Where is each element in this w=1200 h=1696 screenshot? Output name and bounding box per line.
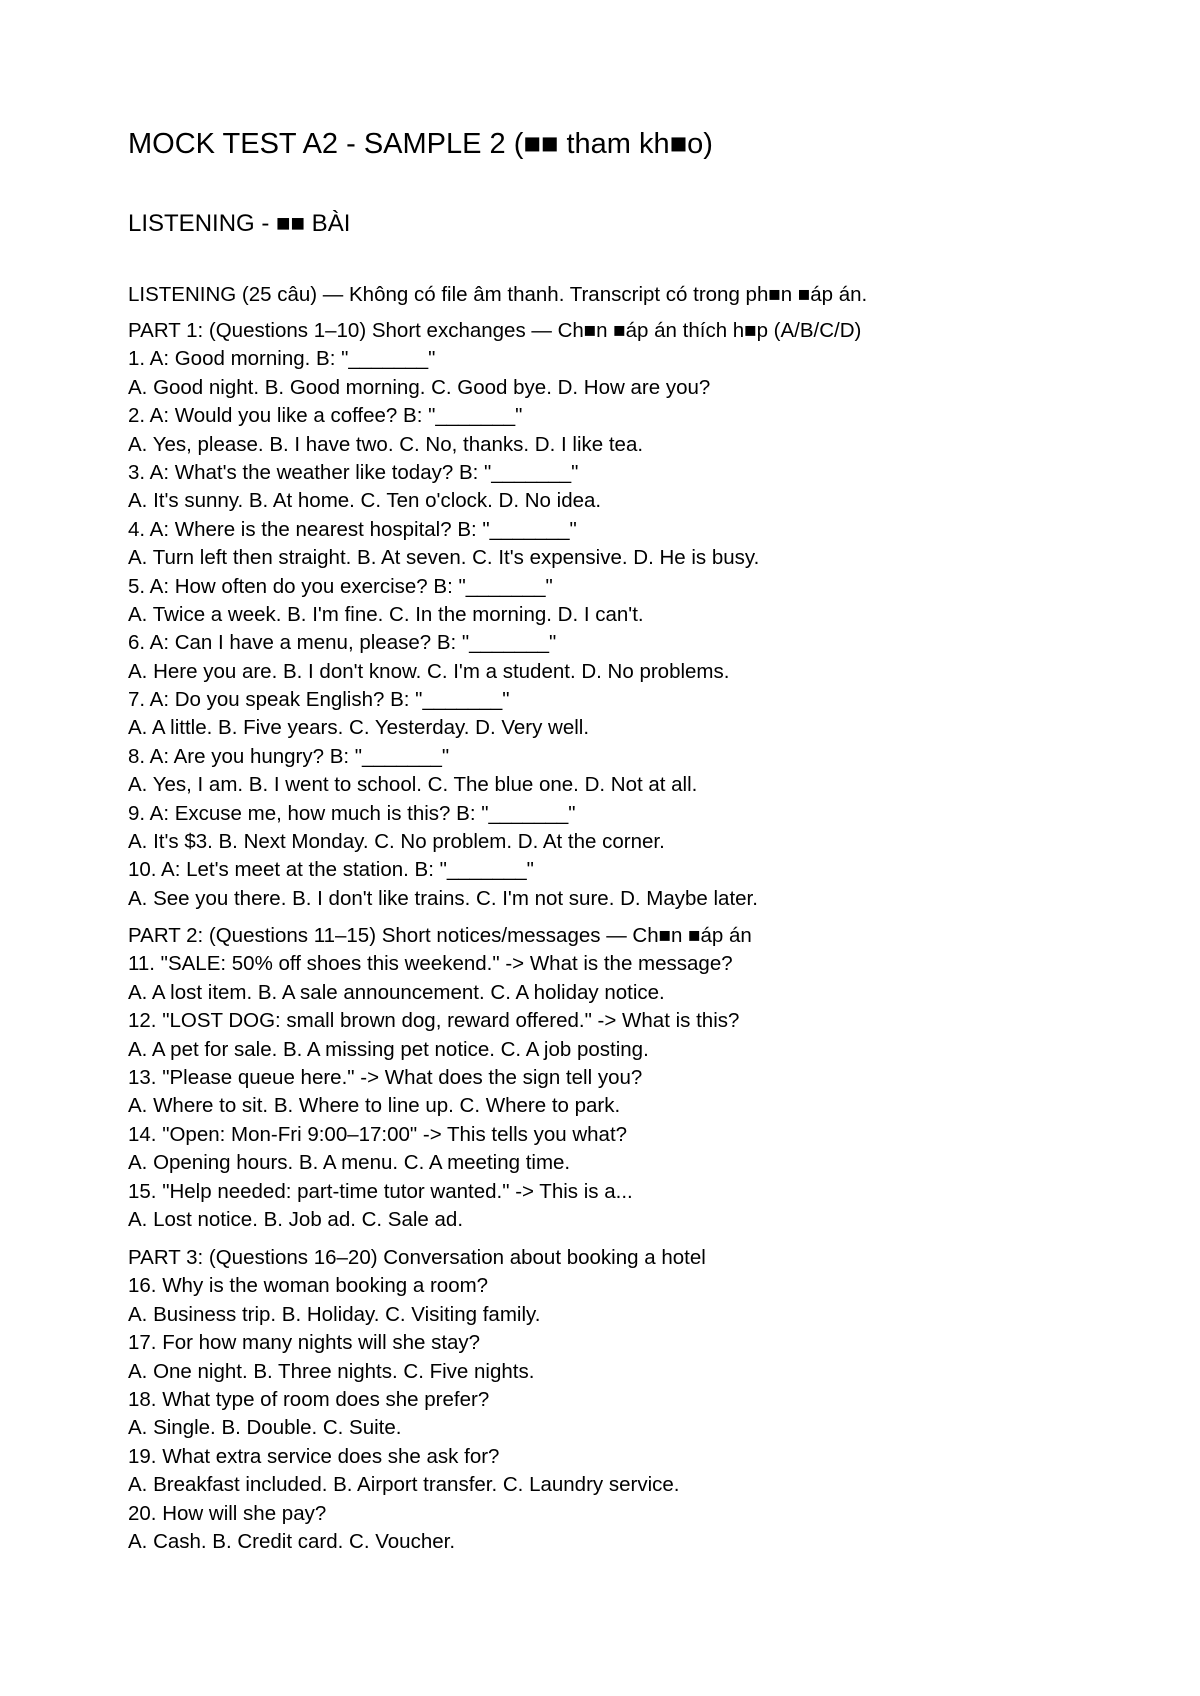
answer-options: A. Lost notice. B. Job ad. C. Sale ad.: [128, 1207, 464, 1231]
question-text: 2. A: Would you like a coffee? B: "_______": [128, 404, 523, 428]
question-text: 19. What extra service does she ask for?: [128, 1444, 500, 1468]
document-title: MOCK TEST A2 - SAMPLE 2 (■■ tham kh■o): [128, 128, 713, 160]
answer-options: A. Single. B. Double. C. Suite.: [128, 1416, 402, 1440]
question-text: 1. A: Good morning. B: "_______": [128, 347, 436, 371]
answer-options: A. Where to sit. B. Where to line up. C. Where to park.: [128, 1094, 621, 1118]
question-text: 20. How will she pay?: [128, 1501, 327, 1525]
question-text: 9. A: Excuse me, how much is this? B: "_______": [128, 801, 576, 825]
section-subtitle: LISTENING - ■■ BÀI: [128, 210, 351, 237]
part-1: [128, 317, 1138, 913]
answer-options: A. Breakfast included. B. Airport transfer. C. Laundry service.: [128, 1473, 680, 1497]
part-heading: PART 1: (Questions 1–10) Short exchanges — Ch■n ■áp án thích h■p (A/B/C/D): [128, 319, 862, 342]
answer-options: A. A pet for sale. B. A missing pet notice. C. A job posting.: [128, 1037, 649, 1061]
question-text: 6. A: Can I have a menu, please? B: "_______": [128, 631, 557, 655]
answer-options: A. Opening hours. B. A menu. C. A meeting time.: [128, 1151, 571, 1175]
question-text: 7. A: Do you speak English? B: "_______": [128, 688, 510, 712]
part-heading: PART 2: (Questions 11–15) Short notices/messages — Ch■n ■áp án: [128, 924, 752, 947]
answer-options: A. It's $3. B. Next Monday. C. No problem. D. At the corner.: [128, 830, 665, 854]
answer-options: A. Yes, I am. B. I went to school. C. The blue one. D. Not at all.: [128, 773, 698, 797]
question-text: 12. "LOST DOG: small brown dog, reward offered." -> What is this?: [128, 1009, 740, 1033]
question-text: 10. A: Let's meet at the station. B: "_______": [128, 858, 534, 882]
answer-options: A. A lost item. B. A sale announcement. C. A holiday notice.: [128, 980, 665, 1004]
question-text: 4. A: Where is the nearest hospital? B: "_______": [128, 517, 577, 541]
answer-options: A. Cash. B. Credit card. C. Voucher.: [128, 1529, 456, 1553]
answer-options: A. Yes, please. B. I have two. C. No, thanks. D. I like tea.: [128, 432, 644, 456]
answer-options: A. It's sunny. B. At home. C. Ten o'clock. D. No idea.: [128, 489, 602, 513]
question-text: 17. For how many nights will she stay?: [128, 1331, 481, 1355]
answer-options: A. Here you are. B. I don't know. C. I'm a student. D. No problems.: [128, 659, 730, 683]
part-3: [128, 1244, 1138, 1556]
question-text: 3. A: What's the weather like today? B: "_______": [128, 460, 579, 484]
answer-options: A. See you there. B. I don't like trains. C. I'm not sure. D. Maybe later.: [128, 886, 758, 910]
question-text: 18. What type of room does she prefer?: [128, 1387, 490, 1411]
question-text: 14. "Open: Mon-Fri 9:00–17:00" -> This tells you what?: [128, 1122, 628, 1146]
part-2: [128, 922, 1138, 1234]
intro-text: LISTENING (25 câu) — Không có file âm thanh. Transcript có trong ph■n ■áp án.: [128, 283, 868, 306]
answer-options: A. Turn left then straight. B. At seven. C. It's expensive. D. He is busy.: [128, 546, 760, 570]
question-text: 8. A: Are you hungry? B: "_______": [128, 744, 450, 768]
question-text: 15. "Help needed: part-time tutor wanted." -> This is a...: [128, 1179, 633, 1203]
question-text: 13. "Please queue here." -> What does the sign tell you?: [128, 1065, 643, 1089]
question-text: 5. A: How often do you exercise? B: "_______": [128, 574, 553, 598]
part-heading: PART 3: (Questions 16–20) Conversation about booking a hotel: [128, 1246, 706, 1269]
answer-options: A. Twice a week. B. I'm fine. C. In the morning. D. I can't.: [128, 602, 644, 626]
answer-options: A. A little. B. Five years. C. Yesterday. D. Very well.: [128, 716, 590, 740]
question-text: 16. Why is the woman booking a room?: [128, 1274, 489, 1298]
answer-options: A. Business trip. B. Holiday. C. Visiting family.: [128, 1302, 541, 1326]
question-text: 11. "SALE: 50% off shoes this weekend." -> What is the message?: [128, 952, 733, 976]
answer-options: A. Good night. B. Good morning. C. Good bye. D. How are you?: [128, 375, 711, 399]
answer-options: A. One night. B. Three nights. C. Five nights.: [128, 1359, 535, 1383]
